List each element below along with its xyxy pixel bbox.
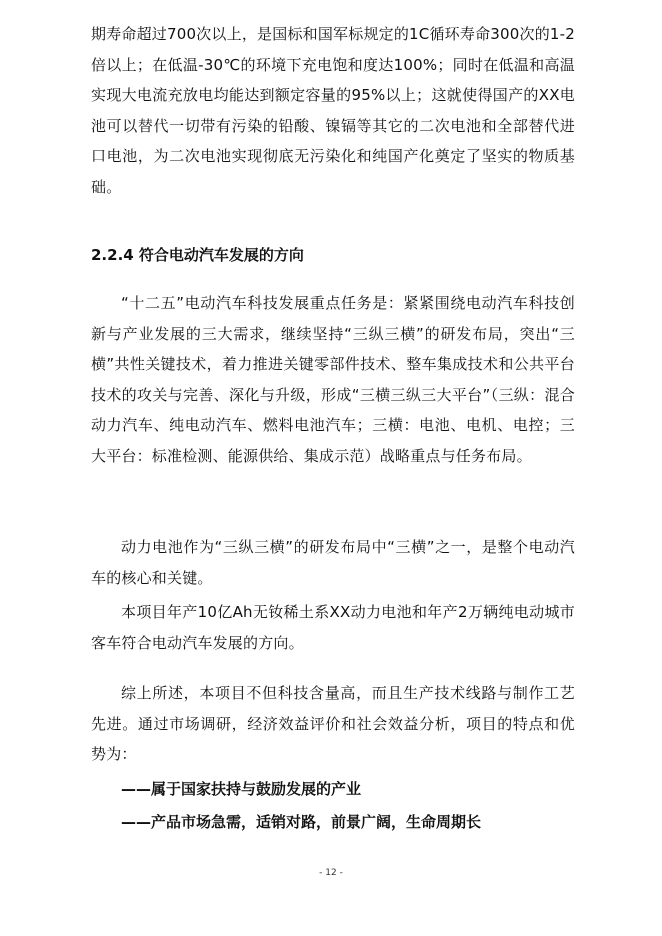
paragraph-twelfth-five-year-plan: “十二五”电动汽车科技发展重点任务是：紧紧围绕电动汽车科技创新与产业发展的三大需求，继续坚持“三纵三横”的研发布局，突出“三横”共性关键技术，着力推进关键零部件技术、整车集成技术和公共平台技术的攻关与完善、深化与升级，形成“三横三纵三大平台”（三纵：混合动力汽车、纯电动汽车、燃料电池汽车；三横：电池、电机、电控；三大平台：标准检测、能源供给、集成示范）战略重点与任务布局。: [91, 294, 575, 465]
bullet-item: ——属于国家扶持与鼓励发展的产业: [121, 780, 362, 798]
paragraph-power-battery: 动力电池作为“三纵三横”的研发布局中“三横”之一，是整个电动汽车的核心和关键。: [91, 538, 575, 587]
section-heading: 2.2.4 符合电动汽车发展的方向: [91, 246, 304, 264]
paragraph-battery-performance: 期寿命超过700次以上，是国标和国军标规定的1C循环寿命300次的1-2倍以上；在低温-30℃的环境下充电饱和度达100%；同时在低温和高温实现大电流充放电均能达到额定容量的95%以上；这就使得国产的XX电池可以替代一切带有污染的铅酸、镍镉等其它的二次电池和全部替代进口电池，为二次电池实现彻底无污染化和纯国产化奠定了坚实的物质基础。: [91, 25, 575, 196]
paragraph-summary: 综上所述，本项目不但科技含量高，而且生产技术线路与制作工艺先进。通过市场调研，经济效益评价和社会效益分析，项目的特点和优势为：: [91, 684, 575, 763]
paragraph-project-scope: 本项目年产10亿Ah无钕稀土系XX动力电池和年产2万辆纯电动城市客车符合电动汽车发展的方向。: [91, 603, 575, 652]
page-number: - 12 -: [319, 868, 343, 878]
bullet-item: ——产品市场急需，适销对路，前景广阔，生命周期长: [121, 813, 482, 831]
